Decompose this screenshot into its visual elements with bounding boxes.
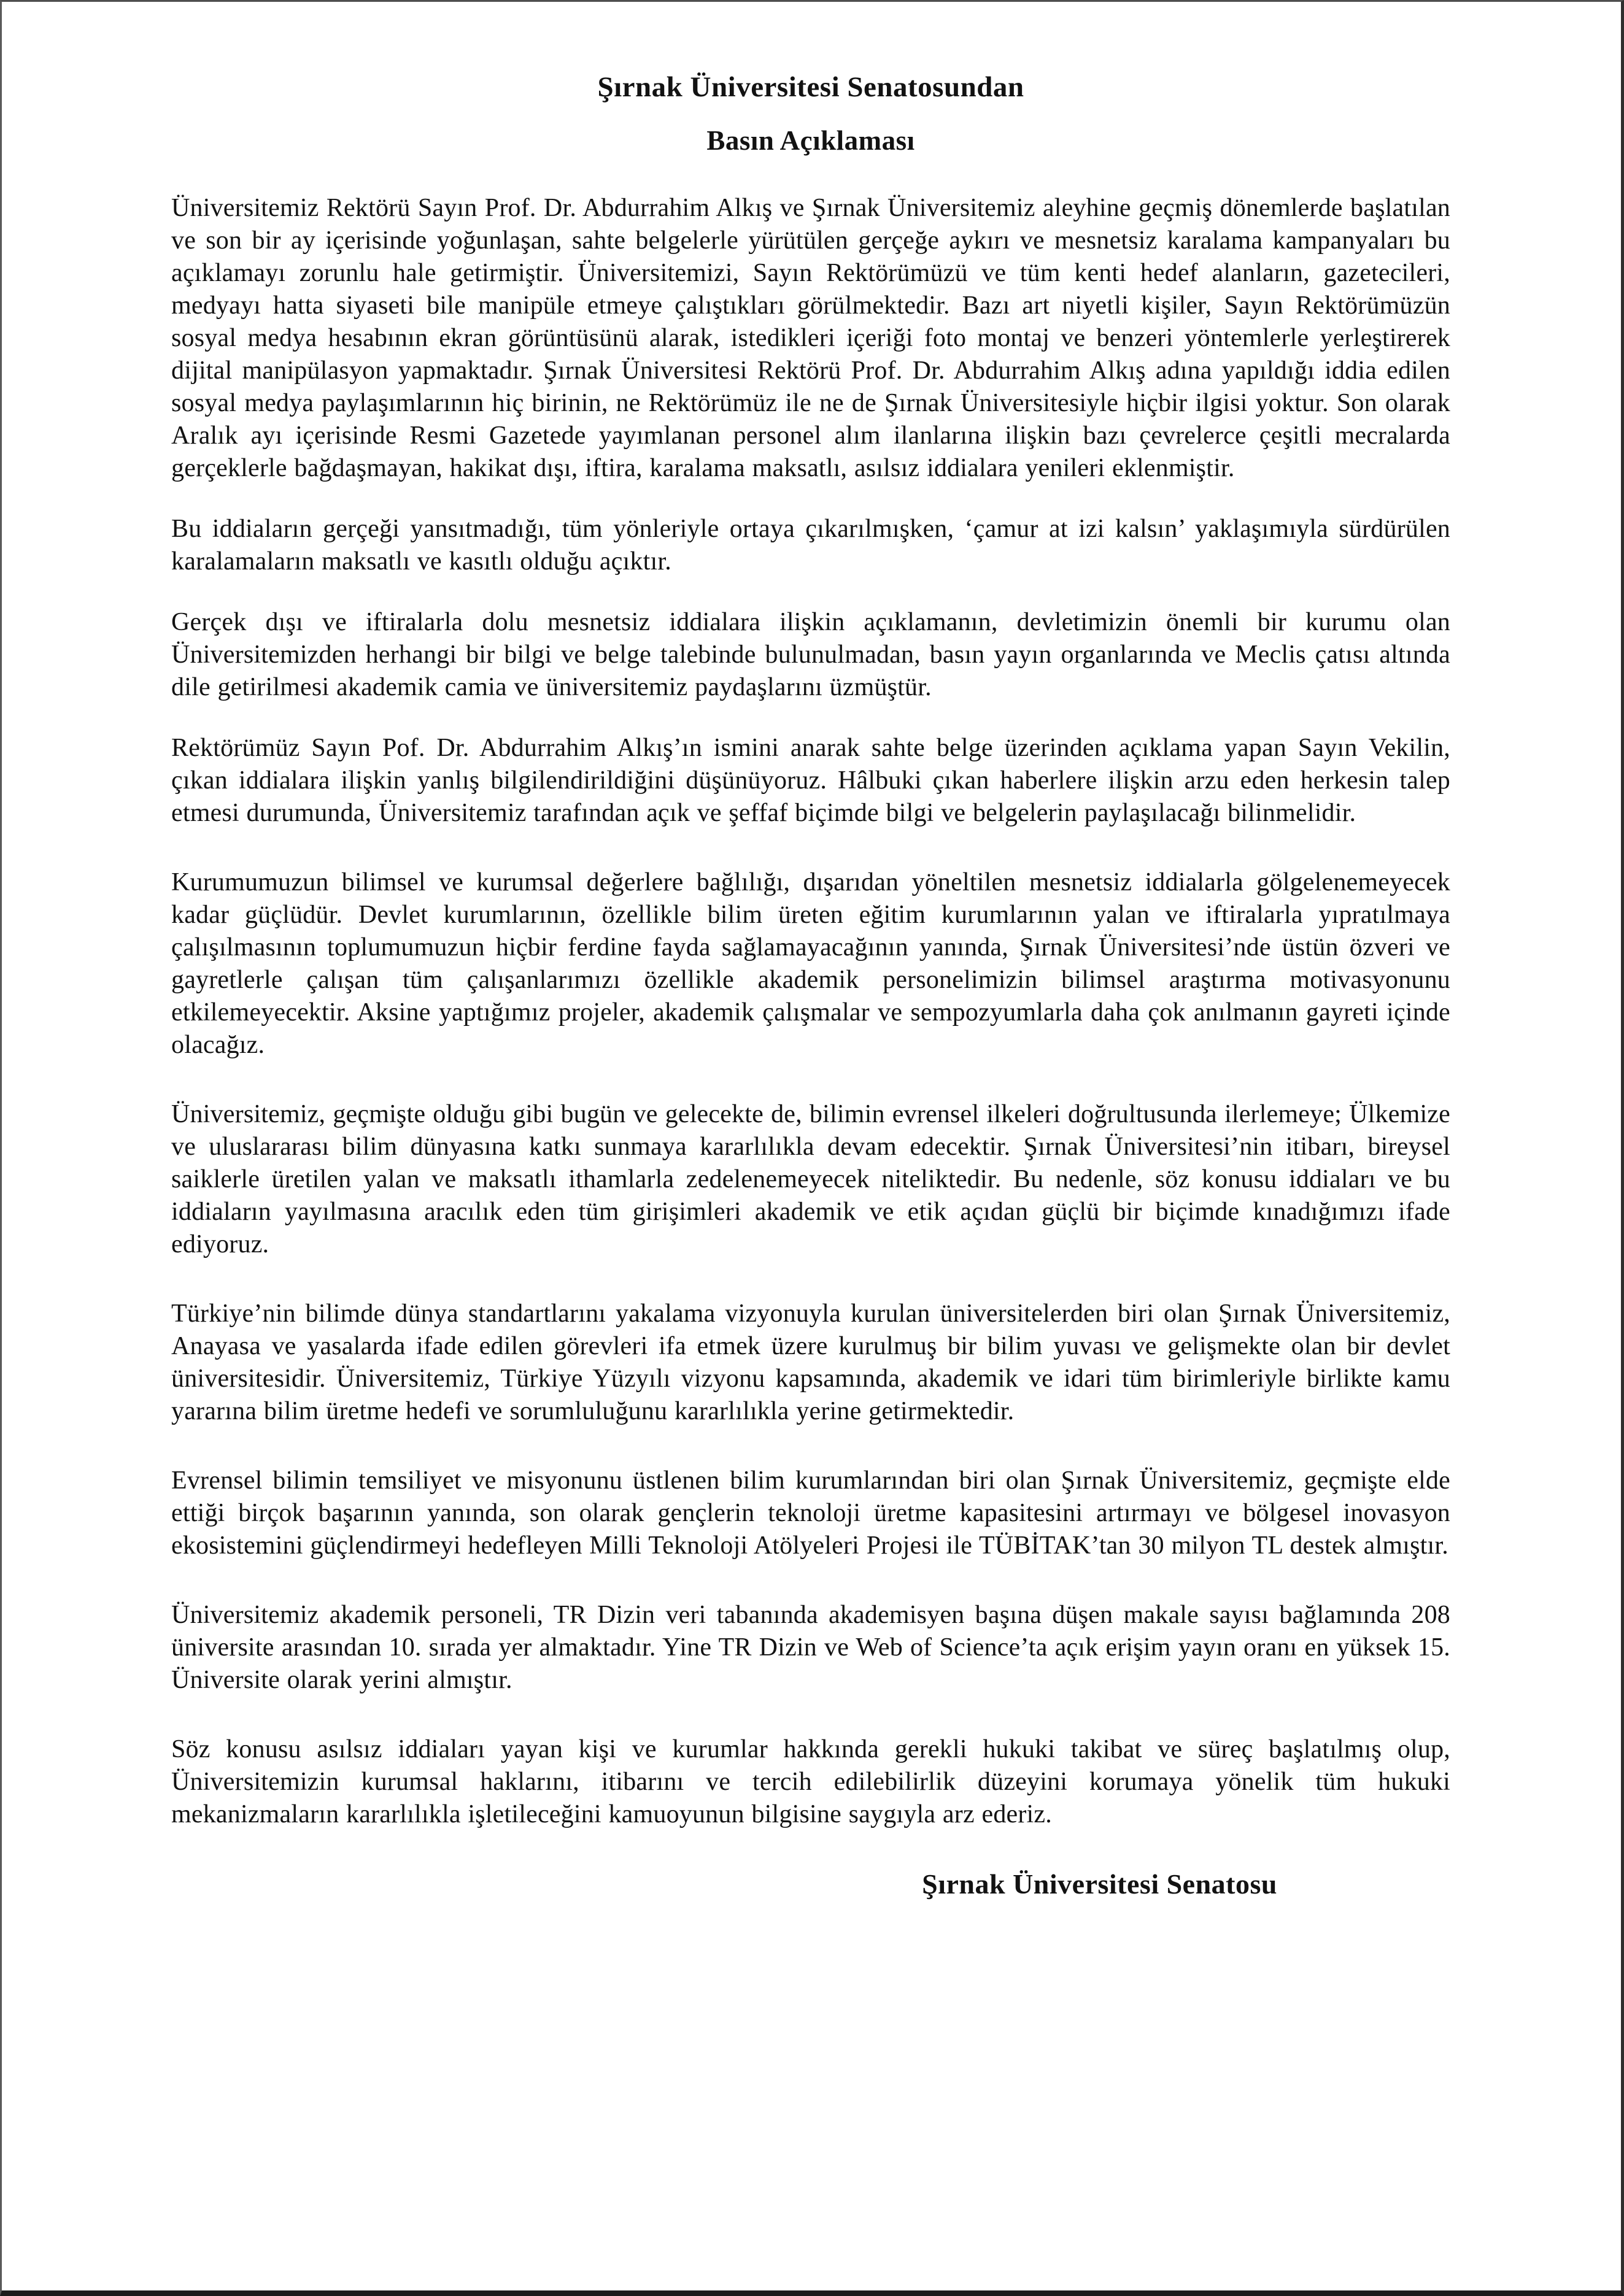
paragraph-8: Evrensel bilimin temsiliyet ve misyonunu üstlenen bilim kurumlarından biri olan Şırnak Üniversitemiz, geçmişte elde ettiği birçok başarının yanında, son olarak gençlerin teknoloji üretme kapasitesini artırmayı ve bölgesel inovasyon ekosistemini güçlendirmeyi hedefleyen Milli Teknoloji Atölyeleri Projesi ile TÜBİTAK’tan 30 milyon TL destek almıştır.: [171, 1466, 1450, 1560]
document-subtitle: Basın Açıklaması: [706, 125, 915, 156]
paragraph-10: Söz konusu asılsız iddiaları yayan kişi ve kurumlar hakkında gerekli hukuki takibat ve süreç başlatılmış olup, Üniversitemizin kurumsal haklarını, itibarını ve tercih edilebilirlik düzeyini korumaya yönelik tüm hukuki mekanizmaların kararlılıkla işletileceğini kamuoyunun bilgisine saygıyla arz ederiz.: [171, 1735, 1450, 1828]
paragraph-1: Üniversitemiz Rektörü Sayın Prof. Dr. Abdurrahim Alkış ve Şırnak Üniversitemiz aleyhine geçmiş dönemlerde başlatılan ve son bir ay içerisinde yoğunlaşan, sahte belgelerle yürütülen gerçeğe aykırı ve mesnetsiz karalama kampanyaları bu açıklamayı zorunlu hale getirmiştir. Üniversitemizi, Sayın Rektörümüzü ve tüm kenti hedef alanların, gazetecileri, medyayı hatta siyaseti bile manipüle etmeye çalıştıkları görülmektedir. Bazı art niyetli kişiler, Sayın Rektörümüzün sosyal medya hesabının ekran görüntüsünü alarak, istedikleri içeriği foto montaj ve benzeri yöntemlerle yerleştirerek dijital manipülasyon yapmaktadır. Şırnak Üniversitesi Rektörü Prof. Dr. Abdurrahim Alkış adına yapıldığı iddia edilen sosyal medya paylaşımlarının hiç birinin, ne Rektörümüz ile ne de Şırnak Üniversitesiyle hiçbir ilgisi yoktur. Son olarak Aralık ayı içerisinde Resmi Gazetede yayımlanan personel alım ilanlarına ilişkin bazı çevrelerce çeşitli mecralarda gerçeklerle bağdaşmayan, hakikat dışı, iftira, karalama maksatlı, asılsız iddialara yenileri eklenmiştir.: [171, 194, 1450, 482]
paragraph-7: Türkiye’nin bilimde dünya standartlarını yakalama vizyonuyla kurulan üniversitelerden biri olan Şırnak Üniversitemiz, Anayasa ve yasalarda ifade edilen görevleri ifa etmek üzere kurulmuş bir bilim yuvası ve gelişmekte olan bir devlet üniversitesidir. Üniversitemiz, Türkiye Yüzyılı vizyonu kapsamında, akademik ve idari tüm birimleriyle birlikte kamu yararına bilim üretme hedefi ve sorumluluğunu kararlılıkla yerine getirmektedir.: [171, 1300, 1450, 1425]
paragraph-2: Bu iddiaların gerçeği yansıtmadığı, tüm yönleriyle ortaya çıkarılmışken, ‘çamur at izi kalsın’ yaklaşımıyla sürdürülen karalamaların maksatlı ve kasıtlı olduğu açıktır.: [171, 515, 1450, 576]
document-title: Şırnak Üniversitesi Senatosundan: [597, 71, 1024, 103]
signature: Şırnak Üniversitesi Senatosu: [922, 1868, 1277, 1900]
paragraph-5: Kurumumuzun bilimsel ve kurumsal değerlere bağlılığı, dışarıdan yöneltilen mesnetsiz iddialarla gölgelenemeyecek kadar güçlüdür. Devlet kurumlarının, özellikle bilim üreten eğitim kurumlarının yalan ve iftiralarla yıpratılmaya çalışılmasının toplumumuzun hiçbir ferdine fayda sağlamayacağının yanında, Şırnak Üniversitesi’nde üstün özveri ve gayretlerle çalışan tüm çalışanlarımızı özellikle akademik personelimizin bilimsel araştırma motivasyonunu etkilemeyecektir. Aksine yaptığımız projeler, akademik çalışmalar ve sempozyumlarla daha çok anılmanın gayreti içinde olacağız.: [171, 868, 1450, 1059]
paragraph-3: Gerçek dışı ve iftiralarla dolu mesnetsiz iddialara ilişkin açıklamanın, devletimizin önemli bir kurumu olan Üniversitemizden herhangi bir bilgi ve belge talebinde bulunulmadan, basın yayın organlarında ve Meclis çatısı altında dile getirilmesi akademik camia ve üniversitemiz paydaşlarını üzmüştür.: [171, 608, 1450, 701]
press-release: [2, 2, 1621, 1900]
paragraph-9: Üniversitemiz akademik personeli, TR Dizin veri tabanında akademisyen başına düşen makale sayısı bağlamında 208 üniversite arasından 10. sırada yer almaktadır. Yine TR Dizin ve Web of Science’ta açık erişim yayın oranı en yüksek 15. Üniversite olarak yerini almıştır.: [171, 1601, 1450, 1694]
paragraph-4: Rektörümüz Sayın Pof. Dr. Abdurrahim Alkış’ın ismini anarak sahte belge üzerinden açıklama yapan Sayın Vekilin, çıkan iddialara ilişkin yanlış bilgilendirildiğini düşünüyoruz. Hâlbuki çıkan haberlere ilişkin arzu eden herkesin talep etmesi durumunda, Üniversitemiz tarafından açık ve şeffaf biçimde bilgi ve belgelerin paylaşılacağı bilinmelidir.: [171, 734, 1450, 827]
paragraph-6: Üniversitemiz, geçmişte olduğu gibi bugün ve gelecekte de, bilimin evrensel ilkeleri doğrultusunda ilerlemeye; Ülkemize ve uluslararası bilim dünyasına katkı sunmaya kararlılıkla devam edecektir. Şırnak Üniversitesi’nin itibarı, bireysel saiklerle üretilen yalan ve maksatlı ithamlarla zedelenemeyecek niteliktedir. Bu nedenle, söz konusu iddiaları ve bu iddiaların yayılmasına aracılık eden tüm girişimleri akademik ve etik açıdan güçlü bir biçimde kınadığımızı ifade ediyoruz.: [171, 1100, 1450, 1258]
